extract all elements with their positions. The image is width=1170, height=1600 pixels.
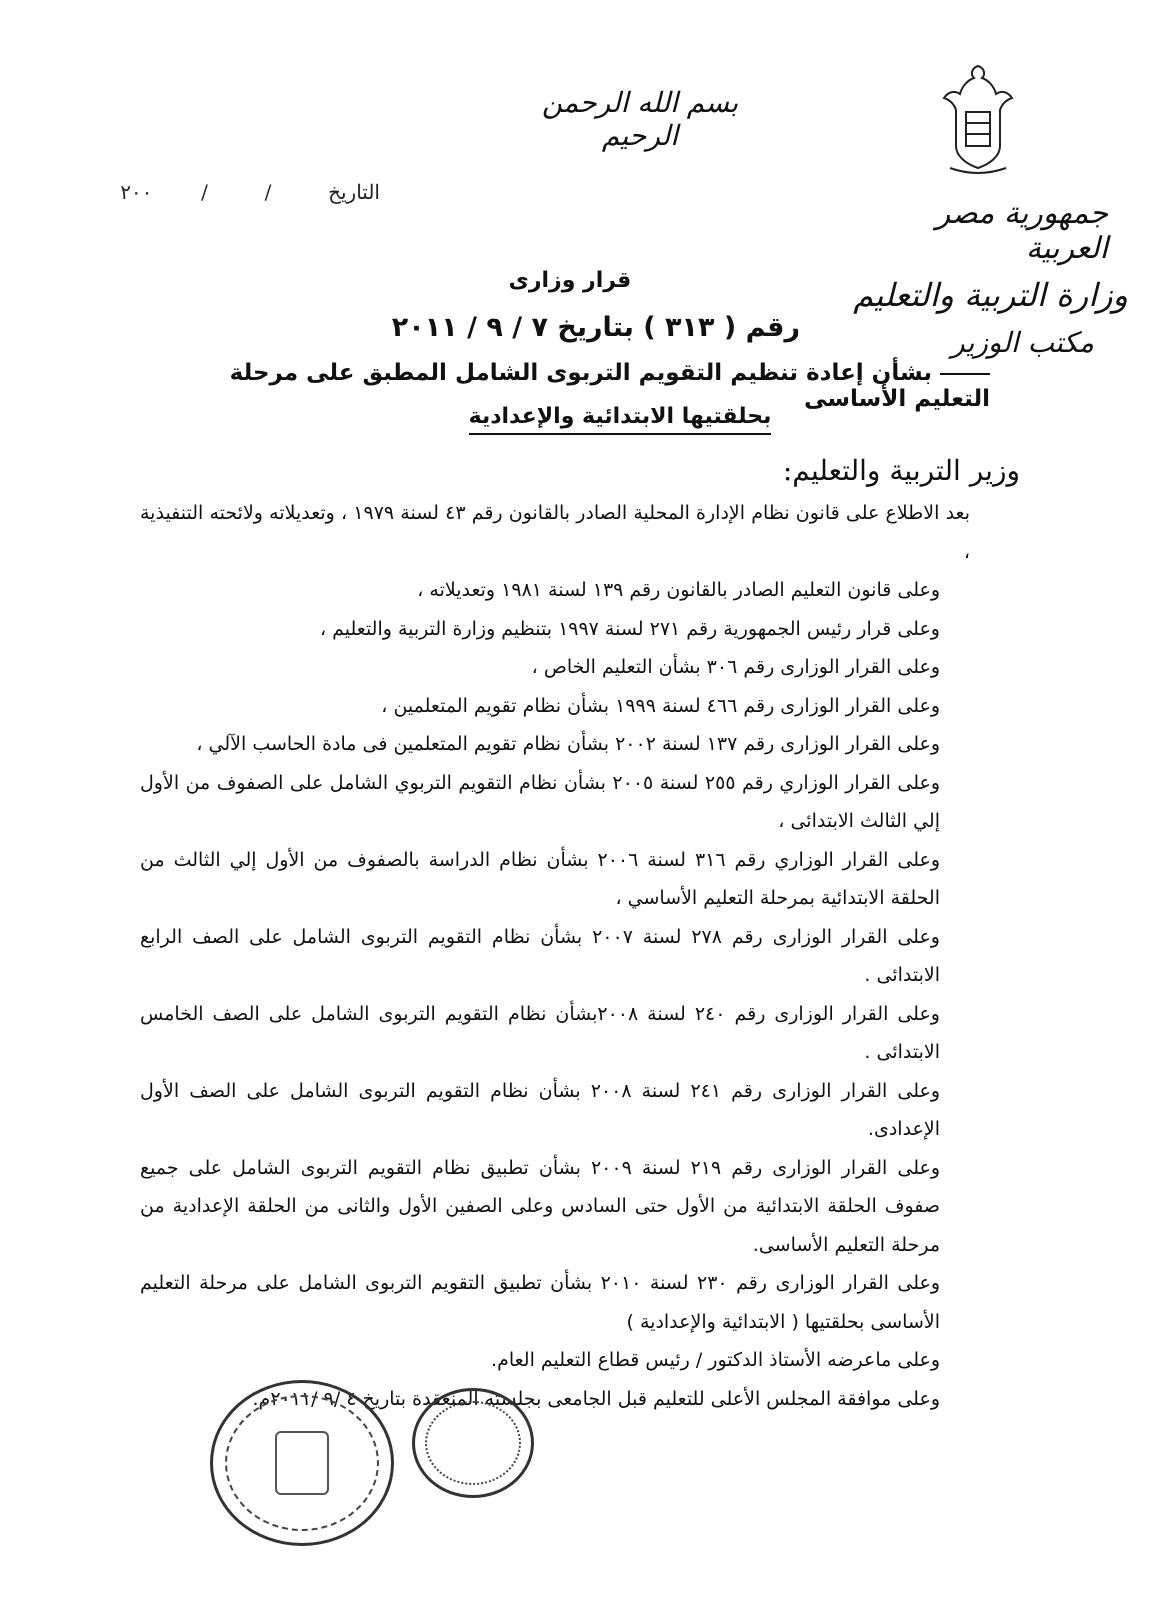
office-name: مكتب الوزير (951, 326, 1094, 359)
preamble-paragraph: وعلى القرار الوزارى رقم ٢٧٨ لسنة ٢٠٠٧ بشأن نظام التقويم التربوى الشامل على الصف الرابع الابتدائى . (140, 925, 940, 986)
date-separator: / (264, 180, 272, 204)
date-year: ٢٠٠ (120, 180, 153, 204)
preamble-paragraph: وعلى قرار رئيس الجمهورية رقم ٢٧١ لسنة ١٩٩٧ بتنظيم وزارة التربية والتعليم ، (319, 617, 940, 640)
decree-title: قرار وزارى (508, 268, 632, 293)
preamble-paragraph: وعلى القرار الوزارى رقم ٤٦٦ لسنة ١٩٩٩ بشأن نظام تقويم المتعلمين ، (381, 694, 940, 717)
decree-body (140, 494, 1010, 1418)
subject-line-2: بحلقتيها الابتدائية والإعدادية (469, 404, 772, 435)
minister-heading: وزير التربية والتعليم: (782, 454, 1020, 487)
eagle-emblem-icon (940, 60, 1016, 180)
preamble-paragraph: بعد الاطلاع على قانون نظام الإدارة المحلية الصادر بالقانون رقم ٤٣ لسنة ١٩٧٩ ، وتعديلاته ولائحته التنفيذية ، (140, 502, 970, 563)
seal-emblem-icon (275, 1431, 329, 1495)
preamble-paragraph: وعلى قانون التعليم الصادر بالقانون رقم ١٣٩ لسنة ١٩٨١ وتعديلاته ، (417, 579, 940, 601)
round-seal-stamp-small (412, 1388, 534, 1498)
preamble-paragraph: وعلى ماعرضه الأستاذ الدكتور / رئيس قطاع التعليم العام. (491, 1349, 940, 1371)
decree-subject-2 (420, 404, 820, 429)
date-separator: / (201, 180, 208, 204)
preamble-paragraph: وعلى القرار الوزاري رقم ٣١٦ لسنة ٢٠٠٦ بشأن نظام الدراسة بالصفوف من الأول إلي الثالث من الحلقة الابتدائية بمرحلة التعليم الأساسي ، (140, 848, 940, 909)
preamble-paragraph: وعلى القرار الوزاري رقم ٢٥٥ لسنة ٢٠٠٥ بشأن نظام التقويم التربوي الشامل على الصفوف من الأول إلي الثالث الابتدائى ، (140, 771, 940, 832)
country-name: جمهورية مصر العربية (935, 196, 1108, 266)
preamble-paragraph: وعلى القرار الوزارى رقم ٢٤١ لسنة ٢٠٠٨ بشأن نظام التقويم التربوى الشامل على الصف الأول الإعدادى. (140, 1079, 940, 1140)
decree-number: رقم ( ٣١٣ ) بتاريخ ٧ / ٩ / ٢٠١١ (391, 312, 800, 343)
ministry-name: وزارة التربية والتعليم (853, 276, 1128, 314)
preamble-paragraph: وعلى القرار الوزارى رقم ٢١٩ لسنة ٢٠٠٩ بشأن تطبيق نظام التقويم التربوى الشامل على جميع صفوف الحلقة الابتدائية من الأول حتى السادس وعلى الصفين الأول والثانى من الحلقة الإعدادية من مرحلة التعليم الأساسى. (140, 1156, 941, 1256)
preamble-paragraph: وعلى القرار الوزارى رقم ٢٤٠ لسنة ٢٠٠٨بشأن نظام التقويم التربوى الشامل على الصف الخامس الابتدائى . (140, 1002, 940, 1063)
round-seal-stamp (210, 1380, 394, 1546)
subject-dash (940, 373, 990, 375)
preamble-paragraph: وعلى القرار الوزارى رقم ١٣٧ لسنة ٢٠٠٢ بشأن نظام تقويم المتعلمين فى مادة الحاسب الآلي ، (196, 733, 940, 755)
preamble-paragraph: وعلى القرار الوزارى رقم ٣٠٦ بشأن التعليم الخاص ، (531, 656, 940, 678)
ministry-header (848, 196, 1128, 359)
basmala: بسم الله الرحمن الرحيم (541, 86, 739, 152)
subject-line-1: بشأن إعادة تنظيم التقويم التربوى الشامل المطبق على مرحلة التعليم الأساسى (229, 360, 990, 412)
date-label: التاريخ (328, 180, 380, 204)
date-line (120, 180, 380, 204)
preamble-paragraph: وعلى القرار الوزارى رقم ٢٣٠ لسنة ٢٠١٠ بشأن تطبيق التقويم التربوى الشامل على مرحلة التعليم الأساسى بحلقتيها ( الابتدائية والإعدادية ) (140, 1272, 940, 1333)
preamble-paragraph: وعلى موافقة المجلس الأعلى للتعليم قبل الجامعى بجلسته المنعقدة بتاريخ ٤ /٩ /٢٠١١م. (252, 1387, 940, 1410)
